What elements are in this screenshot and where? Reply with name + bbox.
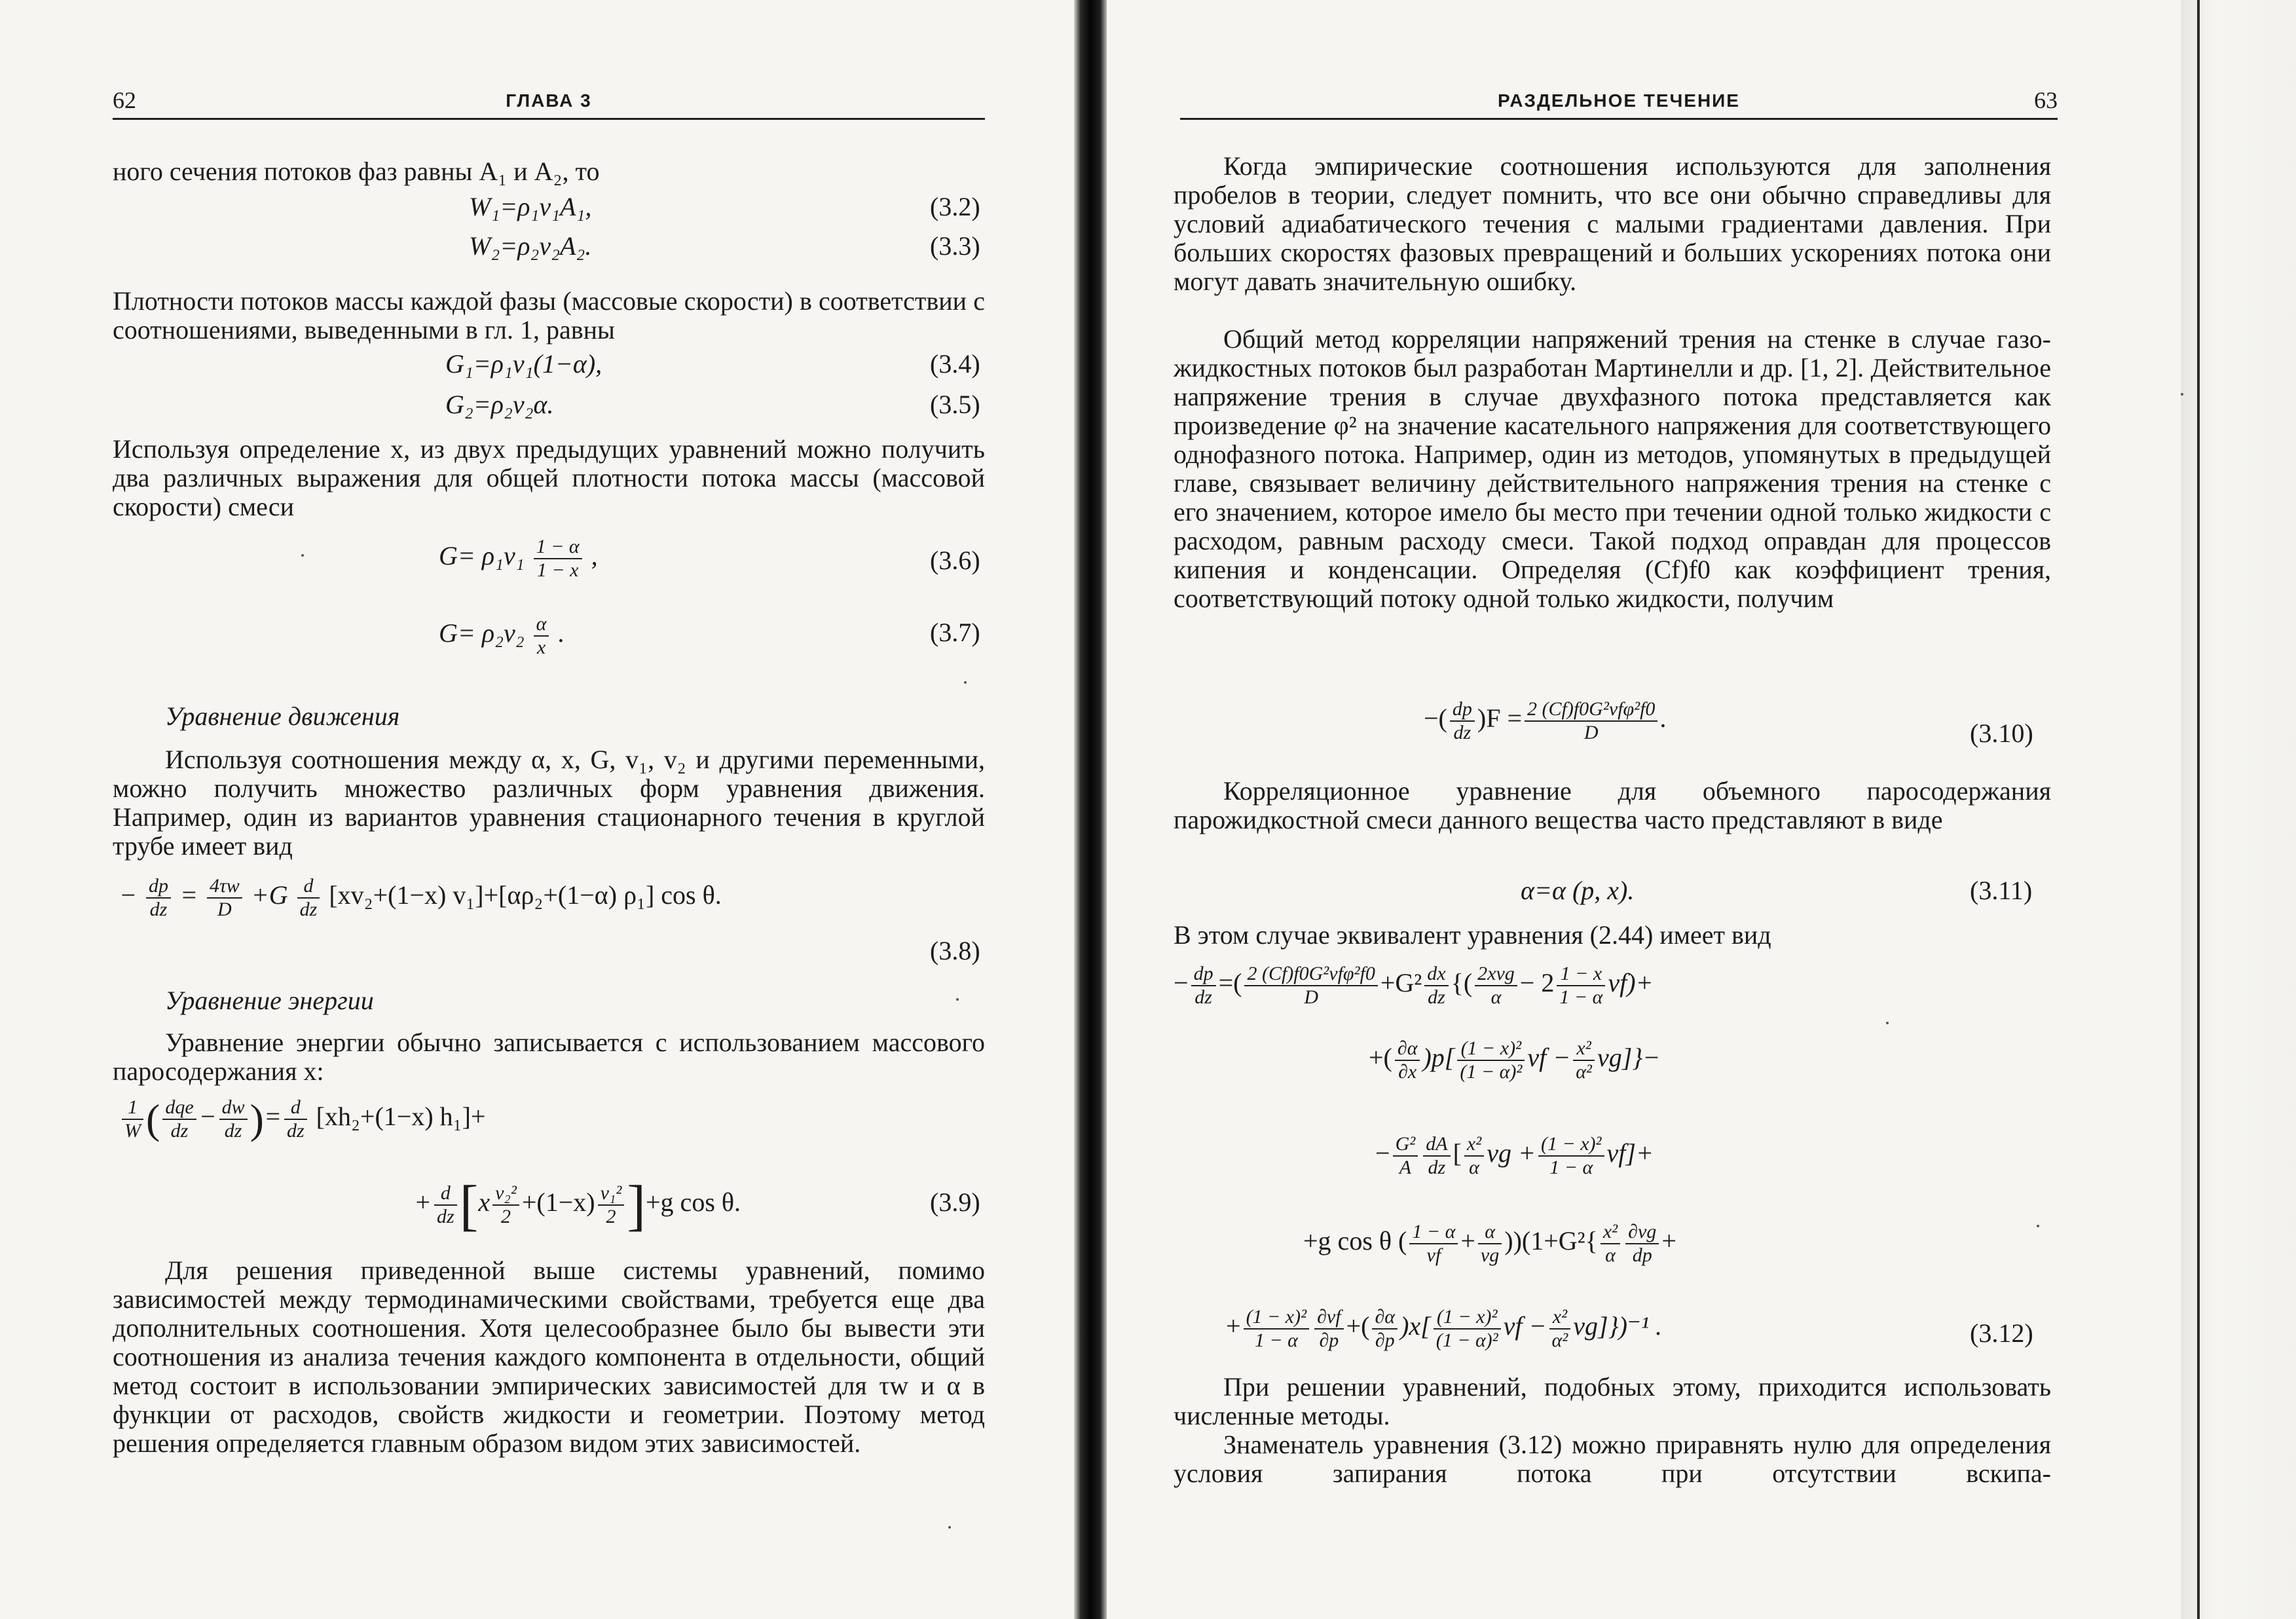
scan-speck: [956, 998, 959, 1001]
equation-3-7: G= ρ₂v₂ $\frac{\alpha}{x}$ .: [439, 613, 565, 658]
equation-number: (3.11): [1970, 876, 2033, 905]
fraction: $\frac{\alpha}{x}$: [534, 613, 549, 659]
equation-number: (3.12): [1970, 1318, 2033, 1348]
right-page-header: [1180, 86, 2058, 120]
equation-number: (3.8): [930, 936, 980, 965]
running-title: ГЛАВА 3: [506, 90, 592, 111]
equation-3-12-line-2: +( $\frac{\partial\alpha}{\partial x}$ )p[ $\frac{\text{(1 − x)²}}{\text{(1 − α)²}}$ vf − $\frac{\text{x²}}{\text{α²}}$ vg]}−: [1369, 1037, 1661, 1083]
scan-speck: [2181, 393, 2183, 396]
equation-number: (3.7): [930, 618, 980, 647]
paragraph-mass-flux: Плотности потоков массы каждой фазы (массовые скорости) в соответствии с соотношениями, выведенными в гл. 1, равны: [113, 286, 985, 344]
equation-number: (3.5): [930, 390, 980, 419]
equation-number: (3.4): [930, 349, 980, 379]
equation-3-3: W₂=ρ₂v₂A₂.: [469, 231, 592, 261]
scan-speck: [964, 681, 967, 684]
paragraph-definition-x: Используя определение x, из двух предыдущих уравнений можно получить два различных выражения для общей плотности потока массы (массовой скорости) смеси: [113, 434, 985, 521]
equation-3-12-line-4: +g cos θ ( $\frac{1 - \alpha}{vf}$ + $\frac{\alpha}{vg}$ ))(1+G²{ $\frac{\text{x²}}{\alpha}$ $\frac{\partial vg}{dp}$ +: [1303, 1221, 1676, 1266]
paragraph-energy: Уравнение энергии обычно записывается с использованием массового паросодержания x:: [113, 1028, 985, 1086]
paragraph-void-fraction: Корреляционное уравнение для объемного паросодержания парожидкостной смеси данного вещества часто представляют в виде: [1174, 776, 2051, 834]
equation-number: (3.6): [930, 546, 980, 575]
left-page: [0, 0, 1074, 1619]
eq-lhs: G= ρ₁v₁: [439, 541, 525, 571]
page-edge-shadow: [2197, 0, 2200, 1619]
equation-3-10: −( $\frac{dp}{dz}$ )F = $\frac{\text{2 (Cf)f0G²vfφ²f0}}{D}$ .: [1424, 698, 1667, 743]
equation-number: (3.9): [930, 1187, 980, 1217]
book-gutter: [1074, 0, 1107, 1619]
heading-energy: Уравнение энергии: [165, 986, 374, 1015]
equation-3-12-line-3: − $\frac{\text{G²}}{A}$ $\frac{dA}{dz}$ [ $\frac{\text{x²}}{\alpha}$ vg + $\frac{\text{(1 − x)²}}{1 - \alpha}$ vf]+: [1375, 1133, 1654, 1178]
left-page-header: [113, 86, 985, 120]
equation-3-5: G₂=ρ₂v₂α.: [445, 390, 554, 419]
equation-3-9-line-1: $\frac{1}{W}$ ( $\frac{\text{dqe}}{dz}$ − $\frac{dw}{dz}$ )= $\frac{d}{dz}$ [xh₂+(1−x) h₁]+: [119, 1095, 486, 1144]
heading-motion: Уравнение движения: [165, 701, 400, 731]
page-number: 63: [2034, 87, 2058, 113]
scan-speck: [948, 1526, 951, 1529]
page-number: 62: [113, 87, 136, 113]
equation-number: (3.10): [1970, 718, 2033, 748]
eq-lhs: G= ρ₂v₂: [439, 618, 525, 648]
equation-number: (3.2): [930, 192, 980, 221]
paragraph-solution: Для решения приведенной выше системы уравнений, помимо зависимостей между термодинамическими свойствами, требуется еще два дополнительных соотношения. Хотя целесообразнее было бы вывести эти соотношения из анализа течения каждого компонента в отдельности, общий метод состоит в использовании эмпирических зависимостей для τw и α в функции от расходов, свойств жидкости и геометрии. Поэтому метод решения определяется главным образом видом этих зависимостей.: [113, 1256, 985, 1458]
right-page: [1107, 0, 2181, 1619]
paragraph-equivalent: В этом случае эквивалент уравнения (2.44) имеет вид: [1174, 920, 1771, 950]
equation-3-12-line-5: + $\frac{\text{(1 − x)²}}{1 - \alpha}$ $\frac{\partial vf}{\partial p}$ +( $\frac{\partial\alpha}{\partial p}$ )x[ $\frac{\text{(1 − x)²}}{\text{(1 − α)²}}$ vf − $\frac{\text{x²}}{\text{α²}}$ vg]})⁻¹ .: [1226, 1306, 1663, 1351]
paragraph-martinelli: Общий метод корреляции напряжений трения на стенке в случае газо-жидкостных потоков был разработан Мартинелли и др. [1, 2]. Действительное напряжение трения в случае двухфазного потока представляется как произведение φ² на значение касательного напряжения для соответствующего однофазного потока. Например, один из методов, упомянутых в предыдущей главе, связывает величину действительного напряжения трения на стенке с его значением, которое имело бы место при течении одной только жидкости с расходом, равным расходу смеси. Такой подход оправдан для процессов кипения и конденсации. Определяя (Cf)f0 как коэффициент трения, соответствующий потоку одной только жидкости, получим: [1174, 324, 2051, 613]
scan-speck: [301, 554, 304, 557]
paragraph-denominator: Знаменатель уравнения (3.12) можно приравнять нулю для определения условия запирания потока при отсутствии вскипа-: [1174, 1430, 2051, 1488]
scan-speck: [2037, 1225, 2039, 1227]
running-title: РАЗДЕЛЬНОЕ ТЕЧЕНИЕ: [1498, 90, 1740, 111]
intro-line: ного сечения потоков фаз равны A₁ и A₂, то: [113, 157, 600, 186]
equation-3-4: G₁=ρ₁v₁(1−α),: [445, 349, 602, 379]
equation-3-11: α=α (p, x).: [1521, 876, 1635, 905]
paragraph-motion: Используя соотношения между α, x, G, v₁, v₂ и другими переменными, можно получить множество различных форм уравнения движения. Например, один из вариантов уравнения стационарного течения в круглой трубе имеет вид: [113, 745, 985, 861]
equation-3-6: G= ρ₁v₁ $\frac{1 - \alpha}{1 - x}$ ,: [439, 536, 598, 581]
equation-number: (3.3): [930, 231, 980, 261]
paragraph-empirical: Когда эмпирические соотношения используются для заполнения пробелов в теории, следует помнить, что все они обычно справедливы для условий адиабатического течения с малыми градиентами давления. При больших скоростях фазовых превращений и больших ускорениях потока они могут давать значительную ошибку.: [1174, 151, 2051, 296]
equation-3-9-line-2: + $\frac{d}{dz}$ [x $\frac{\text{v₂²}}{2}$ +(1−x) $\frac{\text{v₁²}}{2}$ ]+g cos θ.: [414, 1174, 741, 1237]
paragraph-numerical: При решении уравнений, подобных этому, приходится использовать численные методы.: [1174, 1372, 2051, 1430]
equation-3-12-line-1: − $\frac{dp}{dz}$ =( $\frac{\text{2 (Cf)f0G²vfφ²f0}}{D}$ +G² $\frac{dx}{dz}$ {( $\frac{\text{2xvg}}{\alpha}$ − 2 $\frac{1 - x}{1 - \alpha}$ vf)+: [1174, 963, 1654, 1008]
equation-3-2: W₁=ρ₁v₁A₁,: [469, 192, 592, 221]
equation-3-8: − $\frac{dp}{dz}$ = $\frac{4\tau w}{D}$ +G $\frac{d}{dz}$ [xv₂+(1−x) v₁]+[αρ₂+(1−α) ρ₁] cos θ.: [119, 875, 722, 920]
scan-speck: [1886, 1022, 1889, 1024]
fraction: $\frac{1 - \alpha}{1 - x}$: [534, 536, 582, 582]
